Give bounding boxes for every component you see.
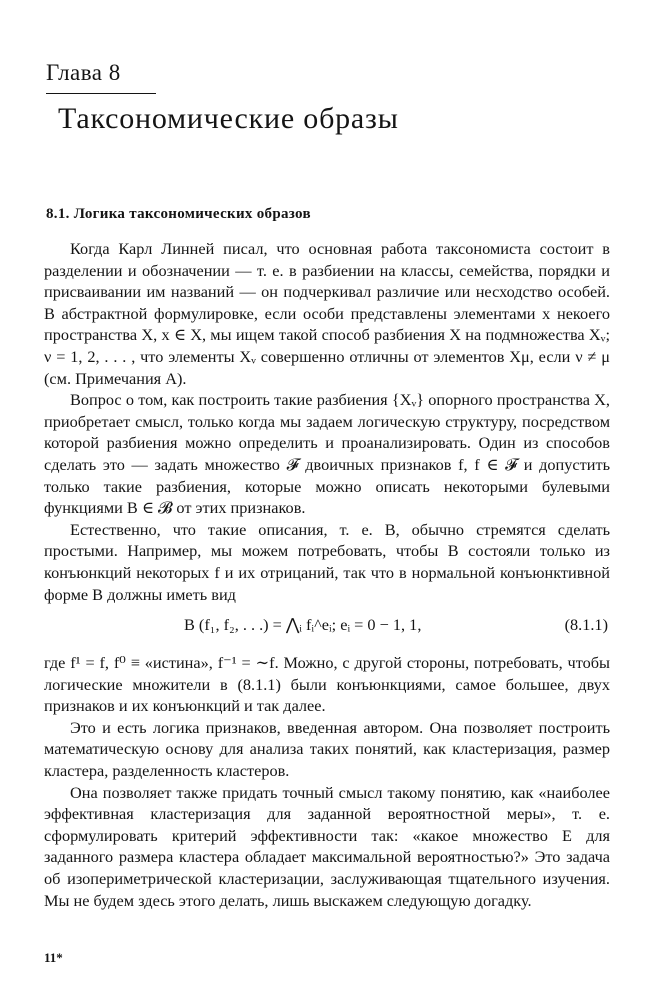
page-folio: 11* <box>44 950 63 965</box>
chapter-label: Глава 8 <box>46 60 121 85</box>
chapter-rule <box>46 93 156 94</box>
formula-number: (8.1.1) <box>564 615 608 635</box>
paragraph-linnaeus: Когда Карл Линней писал, что основная работа таксономиста состоит в разделении и обозначении — т. е. в разбиении на классы, семейства, порядки и присваивании им названий — он подчеркивал различие или несходство особей. В абстрактной формулировке, если особи представлены элементами x некоего пространства X, x ∈ X, мы ищем такой способ разбиения X на подмножества Xᵥ; ν = 1, 2, . . . , что элементы Xᵥ совершенно отличны от элементов Xμ, если ν ≠ μ (см. Примечания А). <box>44 239 610 388</box>
formula-8-1-1 <box>44 606 610 650</box>
body-text <box>44 238 610 911</box>
paragraph-partitions: Вопрос о том, как построить такие разбиения {Xᵥ} опорного пространства X, приобретает смысл, только когда мы задаем логическую структуру, посредством которой разбиения можно определить и проанализировать. Один из способов сделать это — задать множество 𝓕 двоичных признаков f, f ∈ 𝓕 и допустить только такие разбиения, которые можно описать некоторыми булевыми функциями B ∈ 𝓑 от этих признаков. <box>44 390 610 518</box>
paragraph-clustering: Она позволяет также придать точный смысл такому понятию, как «наиболее эффективная кластеризация для заданной вероятностной меры», т. е. сформулировать критерий эффективности так: «какое множество E для заданного размера кластера обладает максимальной вероятностью?» Это задача об изопериметрической кластеризации, заслуживающая тщательного изучения. Мы не будем здесь этого делать, лишь выскажем следующую догадку. <box>44 782 610 910</box>
formula-expression: B (f₁, f₂, . . .) = ⋀ᵢ fᵢ^eᵢ; eᵢ = 0 − 1, 1, <box>184 615 422 635</box>
chapter-title: Таксономические образы <box>58 102 399 135</box>
section-heading: 8.1. Логика таксономических образов <box>46 206 311 222</box>
paragraph-where: где f¹ = f, f⁰ ≡ «истина», f⁻¹ = ∼f. Можно, с другой стороны, потребовать, чтобы логические множители в (8.1.1) были конъюнкциями, самое большее, двух признаков и их конъюнкций и так далее. <box>44 653 610 716</box>
paragraph-feature-logic: Это и есть логика признаков, введенная автором. Она позволяет построить математическую основу для анализа таких понятий, как кластеризация, размер кластера, разделенность кластеров. <box>44 717 610 781</box>
paragraph-descriptions: Естественно, что такие описания, т. е. B, обычно стремятся сделать простыми. Например, мы можем потребовать, чтобы B состояли только из конъюнкций некоторых f и их отрицаний, так что в нормальной конъюнктивной форме B должны иметь вид <box>44 519 610 604</box>
